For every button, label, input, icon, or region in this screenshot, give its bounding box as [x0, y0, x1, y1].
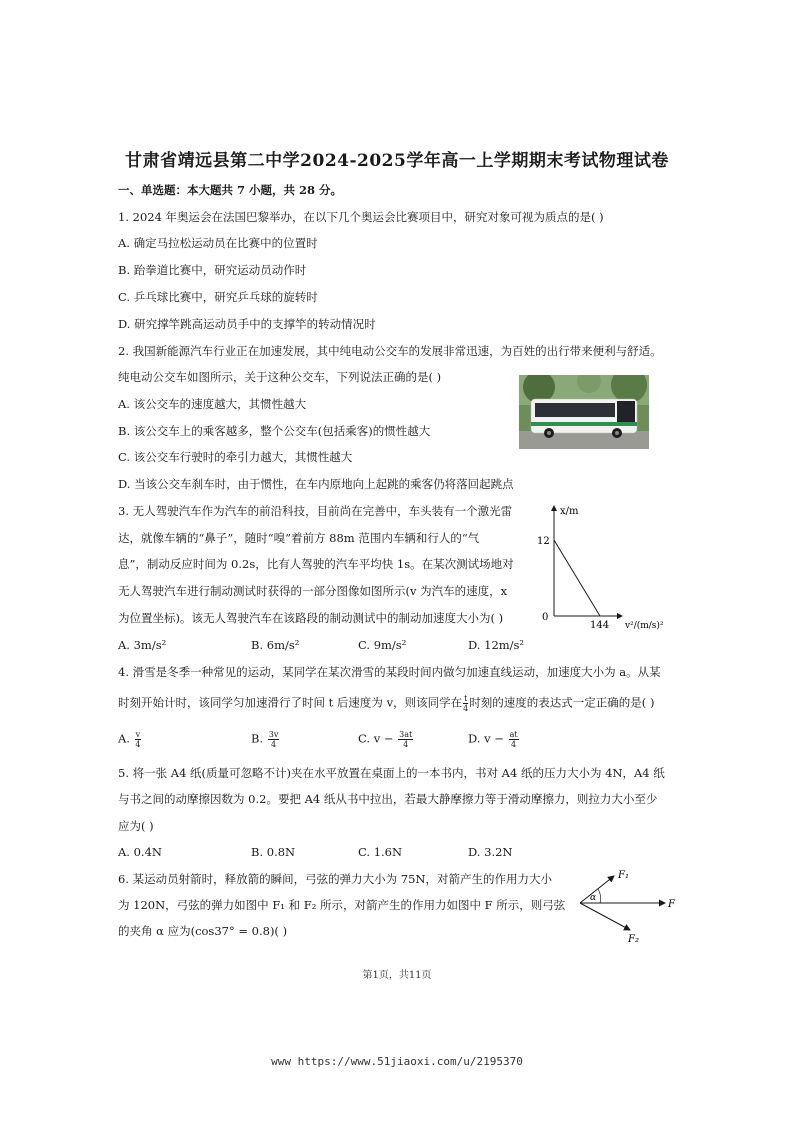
bus-photo	[519, 375, 649, 449]
q5-option-b: B. 0.8N	[251, 845, 296, 859]
q6-line-3: 的夹角 α 应为(cos37° = 0.8)( )	[118, 924, 288, 938]
q1-option-d: D. 研究撑竿跳高运动员手中的支撑竿的转动情况时	[118, 317, 376, 331]
q5-option-a: A. 0.4N	[118, 845, 162, 859]
q4-line-2	[118, 694, 654, 713]
force-f1-arrow	[580, 876, 614, 903]
angle-arc	[598, 889, 601, 903]
q2-option-a: A. 该公交车的速度越大，其惯性越大	[118, 397, 307, 411]
q2-option-c: C. 该公交车行驶时的牵引力越大，其惯性越大	[118, 450, 353, 464]
q4-line-1: 4. 滑雪是冬季一种常见的运动，某同学在某次滑雪的某段时间内做匀加速直线运动，加速度大小为 a。从某	[118, 665, 661, 679]
q3-option-b: B. 6m/s²	[251, 638, 300, 652]
label-f2: F₂	[628, 934, 639, 945]
q3-graph	[530, 500, 690, 635]
q1-option-a: A. 确定马拉松运动员在比赛中的位置时	[118, 236, 318, 250]
q5-line-1: 5. 将一张 A4 纸(质量可忽略不计)夹在水平放置在桌面上的一本书内，书对 A4 纸的压力大小为 4N，A4 纸	[118, 766, 665, 780]
page-footer: 第1页，共11页	[362, 970, 432, 981]
label-f: F	[668, 899, 675, 910]
graph-x-tick: 144	[590, 620, 610, 631]
q4-option-c: C. v − $\frac{3at}{4}$	[358, 730, 413, 749]
q3-line-5: 为位置坐标)。该无人驾驶汽车在该路段的制动测试中的制动加速度大小为( )	[118, 611, 504, 625]
q4-option-d: D. v − $\frac{at}{4}$	[468, 730, 518, 749]
label-alpha: α	[590, 893, 597, 903]
q6-force-diagram	[570, 862, 685, 947]
q4-option-a: A. $\frac{v}{4}$	[118, 730, 141, 749]
graph-y-label: x/m	[560, 506, 579, 517]
q3-line-2: 达，就像车辆的“鼻子”，随时“嗅”着前方 88m 范围内车辆和行人的“气	[118, 531, 480, 545]
q1-option-c: C. 乒乓球比赛中，研究乒乓球的旋转时	[118, 290, 318, 304]
q1-stem: 1. 2024 年奥运会在法国巴黎举办，在以下几个奥运会比赛项目中，研究对象可视为质点的是( )	[118, 210, 604, 224]
q3-option-a: A. 3m/s²	[118, 638, 167, 652]
graph-origin: 0	[542, 612, 549, 623]
q3-option-d: D. 12m/s²	[468, 638, 525, 652]
q2-option-d: D. 当该公交车刹车时，由于惯性，在车内原地向上起跳的乘客仍将落回起跳点	[118, 477, 514, 491]
graph-line	[554, 540, 600, 616]
label-f1: F₁	[618, 870, 629, 881]
q5-line-3: 应为( )	[118, 819, 154, 833]
page-title: 甘肃省靖远县第二中学2024-2025学年高一上学期期末考试物理试卷	[125, 151, 669, 171]
q3-line-3: 息”，制动反应时间为 0.2s，比有人驾驶的汽车平均快 1s。在某次测试场地对	[118, 557, 514, 571]
q2-stem-2: 纯电动公交车如图所示，关于这种公交车，下列说法正确的是( )	[118, 370, 442, 384]
q1-option-b: B. 跆拳道比赛中，研究运动员动作时	[118, 263, 307, 277]
q5-line-2: 与书之间的动摩擦因数为 0.2。要把 A4 纸从书中拉出，若最大静摩擦力等于滑动摩擦力，则拉力大小至少	[118, 792, 658, 806]
q3-line-1: 3. 无人驾驶汽车作为汽车的前沿科技，目前尚在完善中，车头装有一个激光雷	[118, 504, 513, 518]
section-heading: 一、单选题：本大题共 7 小题，共 28 分。	[118, 183, 343, 197]
q6-line-1: 6. 某运动员射箭时，释放箭的瞬间，弓弦的弹力大小为 75N，对箭产生的作用力大小	[118, 872, 552, 886]
q4-fraction: $\frac{t}{4}$	[463, 694, 469, 713]
q5-option-d: D. 3.2N	[468, 845, 513, 859]
q4-option-b: B. $\frac{3v}{4}$	[251, 730, 279, 749]
q5-option-c: C. 1.6N	[358, 845, 403, 859]
force-f2-arrow	[580, 903, 630, 930]
q3-option-c: C. 9m/s²	[358, 638, 407, 652]
q3-line-4: 无人驾驶汽车进行制动测试时获得的一部分图像如图所示(v 为汽车的速度，x	[118, 584, 508, 598]
q4-line-2-a: 时刻开始计时，该同学匀加速滑行了时间 t 后速度为 v，则该同学在	[118, 695, 463, 710]
q6-line-2: 为 120N，弓弦的弹力如图中 F₁ 和 F₂ 所示，对箭产生的作用力如图中 F 所示，则弓弦	[118, 898, 566, 912]
source-url: www https://www.51jiaoxi.com/u/2195370	[271, 1055, 523, 1068]
graph-y-tick: 12	[537, 536, 550, 547]
graph-x-label: v²/(m/s)²	[625, 621, 664, 631]
q2-stem-1: 2. 我国新能源汽车行业正在加速发展，其中纯电动公交车的发展非常迅速，为百姓的出行带来便利与舒适。	[118, 344, 662, 358]
q2-option-b: B. 该公交车上的乘客越多，整个公交车(包括乘客)的惯性越大	[118, 424, 431, 438]
q4-line-2-b: 时刻的速度的表达式一定正确的是( )	[469, 695, 655, 710]
